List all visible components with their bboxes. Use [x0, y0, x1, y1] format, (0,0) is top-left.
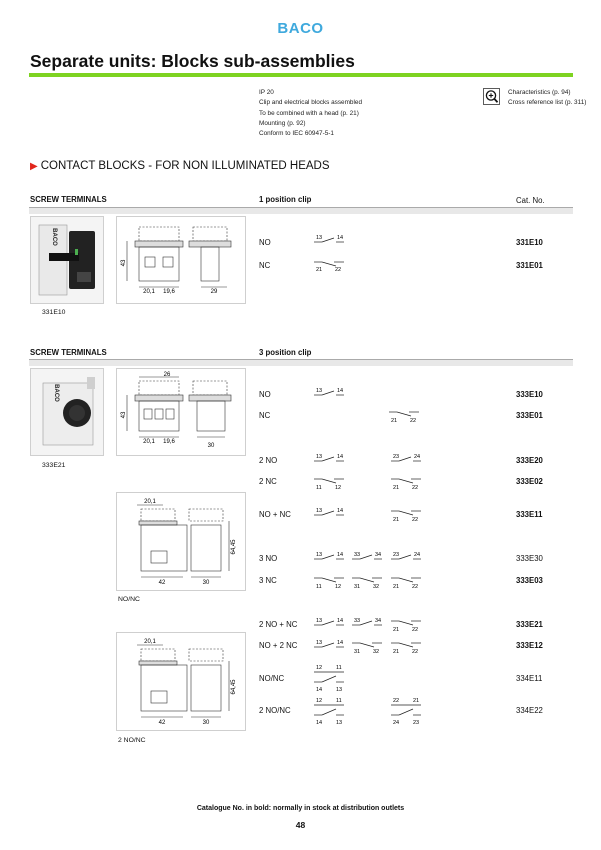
terminal-number: 12 [335, 485, 342, 491]
terminal-number: 13 [316, 618, 323, 624]
terminal-number: 31 [354, 584, 361, 590]
catalogue-number: 333E21 [516, 620, 543, 629]
terminal-number: 34 [375, 618, 382, 624]
contact-type-label: NO + NC [259, 510, 291, 519]
dim-label: 43 [121, 411, 127, 419]
dimension-drawing-1 [116, 216, 246, 304]
dimension-drawing-4-svg [117, 633, 245, 730]
section-heading [30, 160, 330, 172]
table1-header-shade [29, 208, 573, 214]
terminal-number: 11 [336, 665, 342, 671]
dimension-drawing-3 [116, 492, 246, 591]
3-nc-contact-symbol [314, 572, 424, 590]
photo-caption-331E10: 331E10 [42, 309, 66, 316]
catalogue-number: 333E01 [516, 411, 543, 420]
dimension-drawing-2-svg [117, 369, 245, 455]
table1-left-header: SCREW TERMINALS [30, 195, 107, 204]
terminal-number: 13 [316, 508, 323, 514]
characteristics-link[interactable]: Characteristics (p. 94) [508, 89, 571, 96]
no-contact-symbol [314, 385, 346, 403]
terminal-number: 14 [337, 235, 344, 241]
contact-type-label: 3 NC [259, 576, 277, 585]
terminal-number: 14 [316, 687, 323, 693]
catalogue-number: 334E11 [516, 674, 543, 683]
drawing-caption-no-nc: NO/NC [118, 596, 140, 603]
contact-type-label: NO/NC [259, 674, 285, 683]
contact-type-label: 2 NC [259, 477, 277, 486]
catalogue-number: 331E01 [516, 261, 543, 270]
dimension-drawing-2 [116, 368, 246, 456]
spec-list [259, 88, 362, 139]
terminal-number: 21 [316, 267, 323, 273]
terminal-number: 11 [316, 584, 322, 590]
terminal-number: 22 [410, 418, 417, 424]
dim-label: 30 [207, 443, 215, 449]
terminal-number: 22 [412, 485, 419, 491]
terminal-number: 21 [413, 698, 420, 704]
terminal-number: 23 [393, 454, 400, 460]
terminal-number: 12 [316, 698, 323, 704]
terminal-number: 13 [336, 687, 343, 693]
terminal-number: 22 [412, 649, 419, 655]
nc-contact-symbol [389, 406, 421, 424]
dim-label: 19,6 [163, 289, 175, 295]
terminal-number: 14 [337, 618, 344, 624]
nc-contact-symbol [314, 256, 346, 274]
terminal-number: 14 [337, 508, 344, 514]
terminal-number: 21 [393, 485, 400, 491]
spec-item: IP 20 [259, 89, 274, 96]
terminal-number: 14 [337, 552, 344, 558]
terminal-number: 33 [354, 618, 361, 624]
reference-links [508, 88, 586, 109]
spec-item: To be combined with a head (p. 21) [259, 109, 359, 117]
catalogue-number: 331E10 [516, 238, 543, 247]
terminal-number: 24 [414, 454, 421, 460]
terminal-number: 13 [316, 235, 323, 241]
stock-footnote: Catalogue No. in bold: normally in stock at distribution outlets [196, 805, 405, 812]
contact-type-label: NC [259, 411, 271, 420]
dim-label: 43 [121, 259, 127, 267]
dim-label: 20,1 [143, 289, 155, 295]
dimension-drawing-4 [116, 632, 246, 731]
catalogue-number: 333E11 [516, 510, 543, 519]
dim-label: 30 [202, 720, 210, 726]
catalogue-number: 333E20 [516, 456, 543, 465]
terminal-number: 21 [393, 627, 400, 633]
dim-label: 26 [163, 372, 171, 378]
terminal-number: 22 [393, 698, 400, 704]
dim-label: 29 [210, 289, 218, 295]
contact-block-photo [31, 217, 103, 303]
terminal-number: 14 [337, 640, 344, 646]
terminal-number: 23 [393, 552, 400, 558]
table2-mid-header: 3 position clip [259, 348, 312, 357]
terminal-number: 22 [412, 517, 419, 523]
2-no-nc-contact-symbol [314, 615, 424, 633]
dim-label: 64,45 [231, 679, 237, 695]
changeover-contact-symbol [314, 662, 350, 694]
dim-label: 64,45 [231, 539, 237, 555]
2-nc-contact-symbol [314, 473, 424, 491]
contact-type-label: 2 NO/NC [259, 706, 291, 715]
terminal-number: 13 [316, 388, 323, 394]
dimension-drawing-1-svg [117, 217, 245, 303]
magnifier-plus-icon [483, 88, 500, 105]
terminal-number: 21 [391, 418, 398, 424]
2-no-contact-symbol [314, 451, 424, 469]
contact-type-label: NO [259, 238, 271, 247]
terminal-number: 24 [393, 720, 400, 726]
photo-brand-label: BACO [51, 228, 57, 246]
page-number: 48 [295, 820, 306, 830]
contact-type-label: NC [259, 261, 271, 270]
terminal-number: 14 [337, 454, 344, 460]
table2-header-shade [29, 360, 573, 366]
dim-label: 20,1 [143, 439, 155, 445]
terminal-number: 11 [316, 485, 322, 491]
terminal-number: 14 [316, 720, 323, 726]
terminal-number: 33 [354, 552, 361, 558]
drawing-caption-2-no-nc: 2 NO/NC [118, 737, 146, 744]
title-underline [29, 73, 573, 77]
catalogue-number: 334E22 [516, 706, 543, 715]
terminal-number: 14 [337, 388, 344, 394]
product-photo-333E21 [30, 368, 104, 456]
terminal-number: 24 [414, 552, 421, 558]
catalogue-number: 333E03 [516, 576, 543, 585]
spec-item: Clip and electrical blocks assembled [259, 99, 363, 107]
spec-item: Conform to IEC 60947-5-1 [259, 130, 334, 138]
terminal-number: 12 [316, 665, 323, 671]
contact-type-label: 2 NO [259, 456, 278, 465]
dimension-drawing-3-svg [117, 493, 245, 590]
terminal-number: 34 [375, 552, 382, 558]
2-changeover-contact-symbol [314, 695, 424, 727]
page-title: Separate units: Blocks sub-assemblies [30, 51, 355, 71]
dim-label: 42 [158, 580, 166, 586]
dim-label: 42 [158, 720, 166, 726]
terminal-number: 13 [316, 640, 323, 646]
contact-type-label: 2 NO + NC [259, 620, 298, 629]
terminal-number: 13 [316, 552, 323, 558]
terminal-number: 21 [393, 584, 400, 590]
terminal-number: 21 [393, 517, 400, 523]
no-nc-contact-symbol [314, 505, 424, 523]
spec-item: Mounting (p. 92) [259, 119, 306, 127]
dim-label: 19,6 [163, 439, 175, 445]
terminal-number: 31 [354, 649, 361, 655]
terminal-number: 22 [335, 267, 342, 273]
catalogue-number: 333E30 [516, 554, 543, 563]
contact-type-label: NO + 2 NC [259, 641, 298, 650]
3-no-contact-symbol [314, 549, 424, 567]
dim-label: 20,1 [144, 499, 156, 505]
table1-catno-header: Cat. No. [516, 196, 545, 205]
terminal-number: 13 [336, 720, 343, 726]
terminal-number: 21 [393, 649, 400, 655]
terminal-number: 11 [336, 698, 342, 704]
no-contact-symbol [314, 232, 346, 250]
terminal-number: 23 [413, 720, 420, 726]
contact-type-label: NO [259, 390, 271, 399]
no-2-nc-contact-symbol [314, 637, 424, 655]
catalogue-number: 333E12 [516, 641, 543, 650]
dim-label: 30 [202, 580, 210, 586]
product-photo-331E10 [30, 216, 104, 304]
catalogue-number: 333E10 [516, 390, 543, 399]
cross-reference-link[interactable]: Cross reference list (p. 311) [508, 99, 587, 107]
photo-brand-label: BACO [53, 384, 59, 402]
table2-left-header: SCREW TERMINALS [30, 348, 107, 357]
terminal-number: 32 [373, 649, 380, 655]
table1-mid-header: 1 position clip [259, 195, 312, 204]
catalogue-number: 333E02 [516, 477, 543, 486]
photo-caption-333E21: 333E21 [42, 462, 66, 469]
section-title: CONTACT BLOCKS - FOR NON ILLUMINATED HEADS [40, 160, 330, 172]
dim-label: 20,1 [144, 639, 156, 645]
terminal-number: 12 [335, 584, 342, 590]
red-triangle-icon: ▶ [30, 161, 38, 172]
terminal-number: 22 [412, 627, 419, 633]
contact-type-label: 3 NO [259, 554, 278, 563]
contact-block-photo [31, 369, 103, 455]
terminal-number: 22 [412, 584, 419, 590]
brand-name: BACO [277, 20, 324, 37]
terminal-number: 13 [316, 454, 323, 460]
terminal-number: 32 [373, 584, 380, 590]
